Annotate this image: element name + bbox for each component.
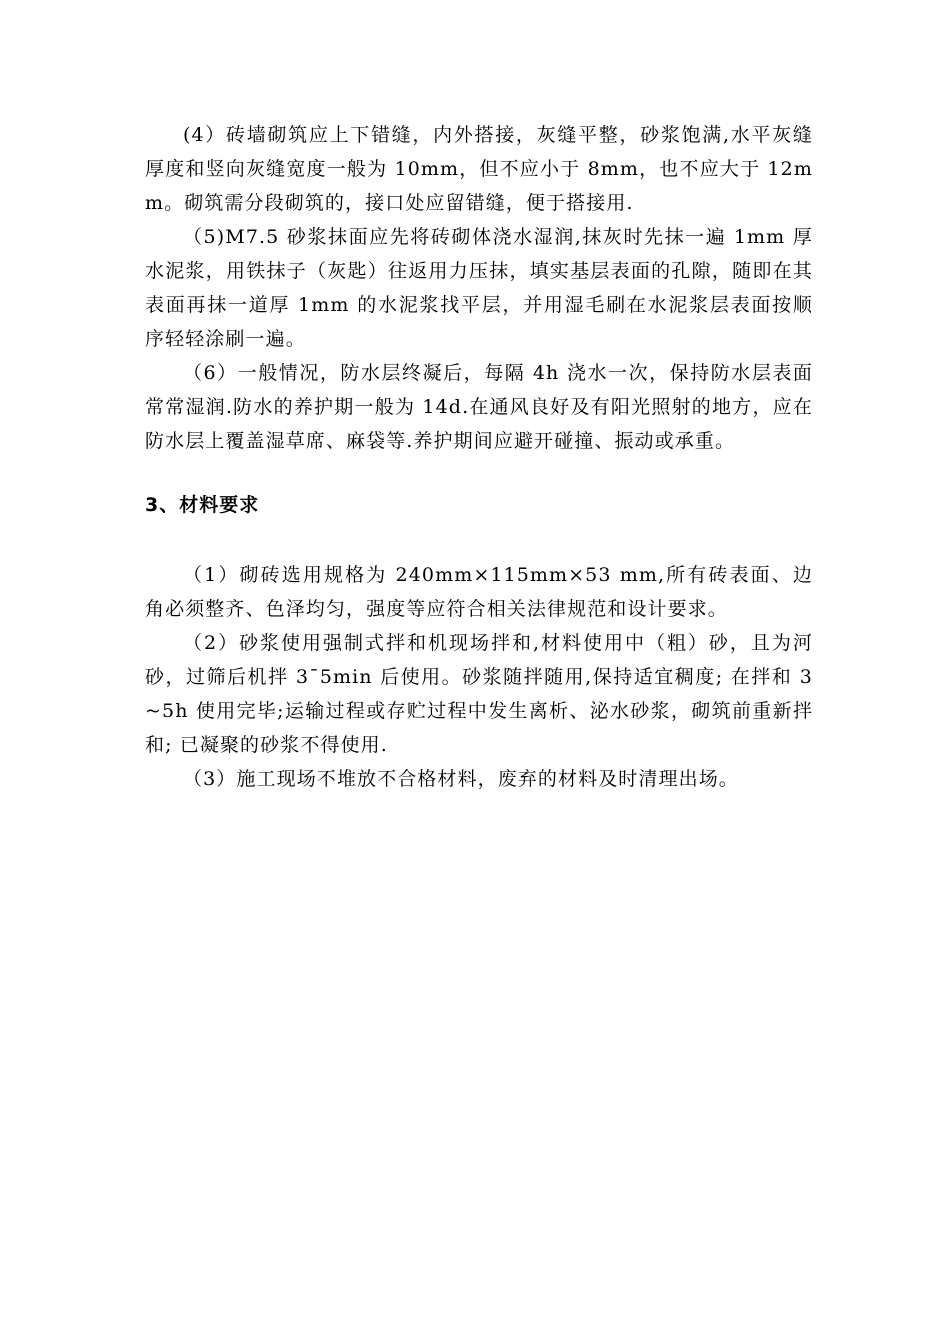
spacer: [145, 522, 813, 558]
paragraph-6-curing: （6）一般情况，防水层终凝后，每隔 4h 浇水一次，保持防水层表面常常湿润.防水的养护期一般为 14d.在通风良好及有阳光照射的地方，应在防水层上覆盖湿草席、麻袋等.养护期间应避开碰撞、振动或承重。: [145, 362, 813, 452]
document-body: [145, 118, 813, 796]
paragraph-2-mortar-mixing: （2）砂浆使用强制式拌和机现场拌和,材料使用中（粗）砂，且为河砂，过筛后机拌 3¯5min 后使用。砂浆随拌随用,保持适宜稠度; 在拌和 3~5h 使用完毕;运输过程或存贮过程中发生离析、泌水砂浆，砌筑前重新拌和; 已凝聚的砂浆不得使用.: [145, 632, 814, 756]
paragraph-4-bricklaying: (4）砖墙砌筑应上下错缝，内外搭接，灰缝平整，砂浆饱满,水平灰缝厚度和竖向灰缝宽度一般为 10mm，但不应小于 8mm，也不应大于 12mm。砌筑需分段砌筑的，接口处应留错缝，便于搭接用.: [145, 124, 813, 214]
paragraph-3-site-materials: （3）施工现场不堆放不合格材料，废弃的材料及时清理出场。: [183, 768, 739, 790]
paragraph-1-bricks: （1）砌砖选用规格为 240mm×115mm×53 mm,所有砖表面、边角必须整齐、色泽均匀，强度等应符合相关法律规范和设计要求。: [145, 564, 813, 620]
section-heading-materials: 3、材料要求: [145, 494, 260, 516]
paragraph-5-mortar-plastering: （5)M7.5 砂浆抹面应先将砖砌体浇水湿润,抹灰时先抹一遍 1mm 厚水泥浆，用铁抹子（灰匙）往返用力压抹，填实基层表面的孔隙，随即在其表面再抹一道厚 1mm 的水泥浆找平层，并用湿毛刷在水泥浆层表面按顺序轻轻涂刷一遍。: [145, 226, 813, 350]
